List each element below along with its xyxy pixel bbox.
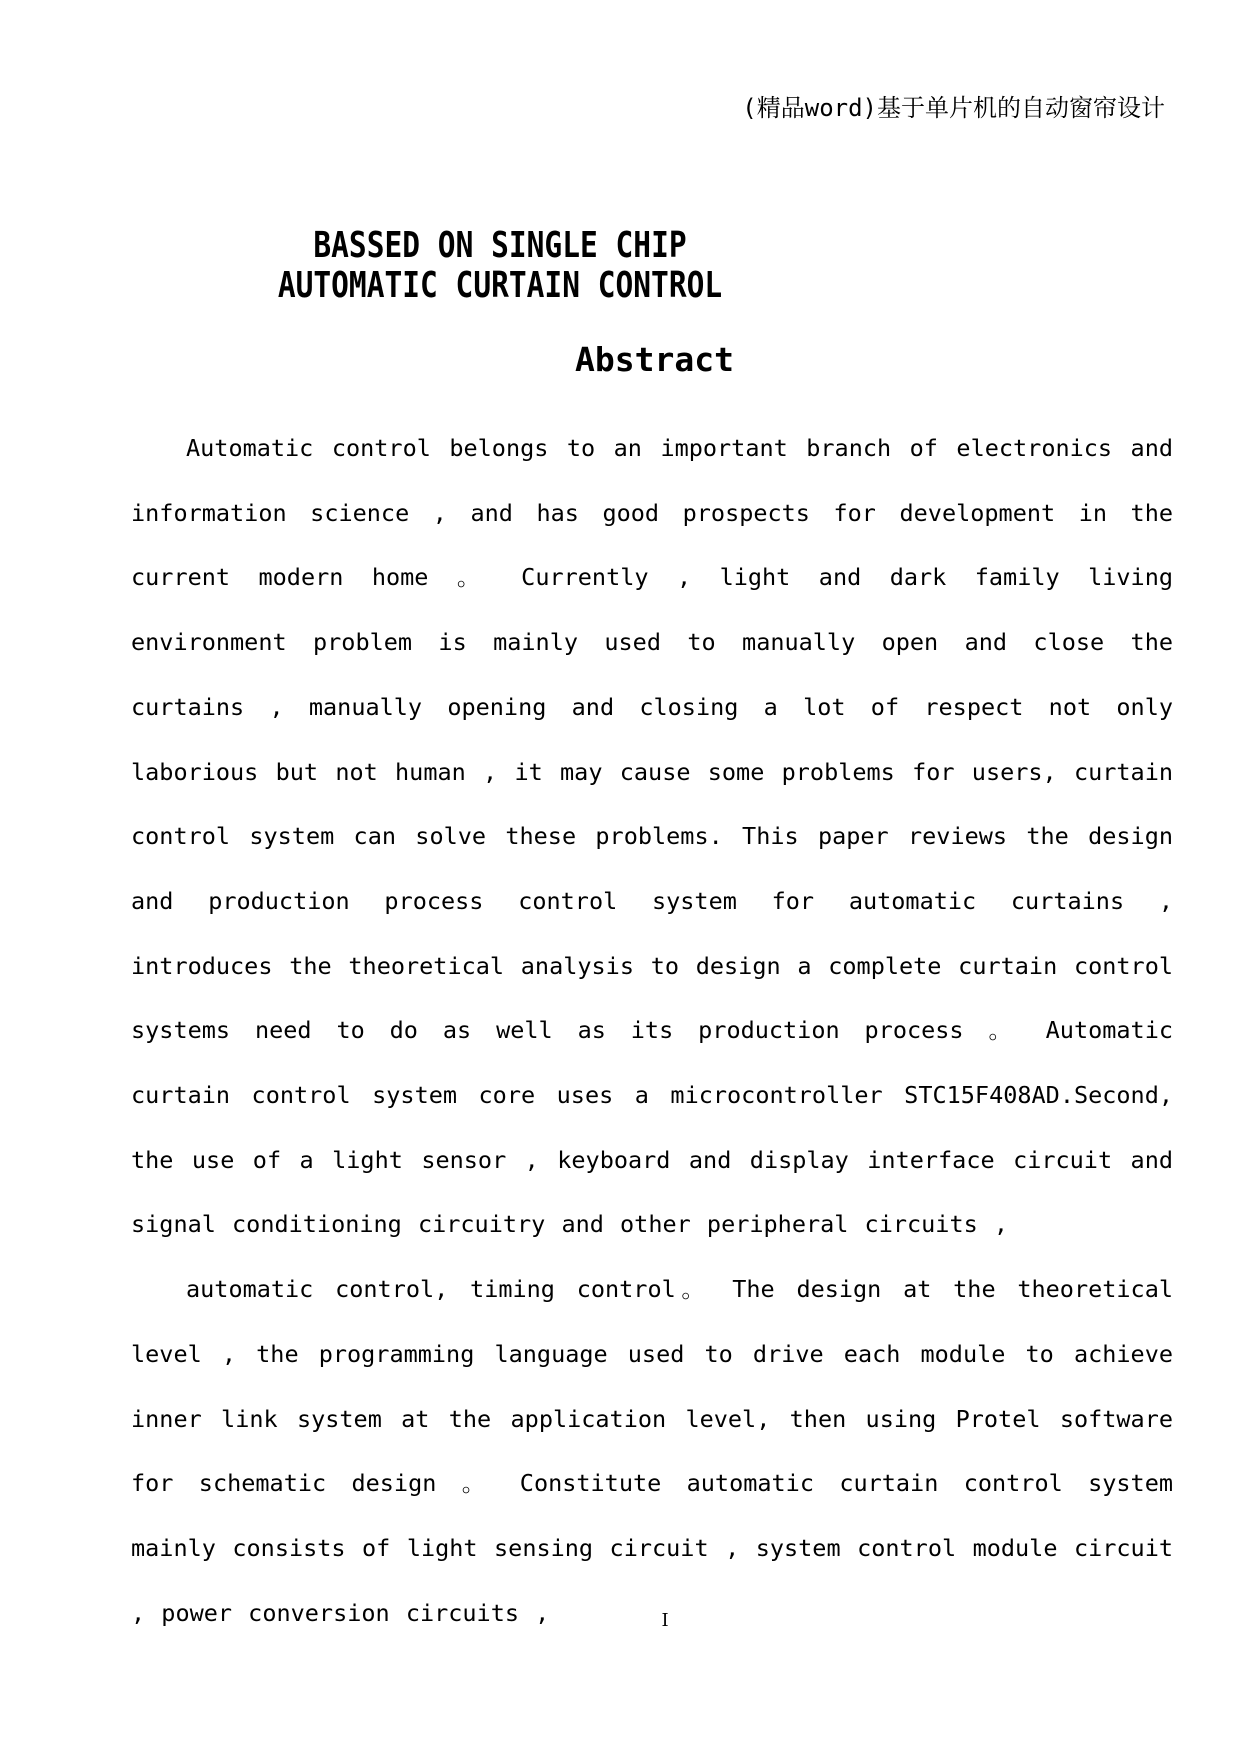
title-line-2: AUTOMATIC CURTAIN CONTROL (277, 265, 723, 306)
abstract-body (131, 416, 1173, 1645)
running-header: (精品word)基于单片机的自动窗帘设计 (742, 94, 1165, 122)
page-number: I (661, 1610, 669, 1631)
abstract-heading: Abstract (575, 340, 734, 379)
abstract-paragraph-2: automatic control, timing control。 The design at the theoretical level , the programming language used to drive each module to achieve inner link system at the application level, then using Protel software for schematic design 。 Constitute automatic curtain control system mainly consists of light sensing circuit , system control module circuit , power conversion circuits , (131, 1275, 1173, 1627)
paper-title (90, 226, 910, 306)
abstract-paragraph-1: Automatic control belongs to an important branch of electronics and information science , and has good prospects for development in the current modern home 。 Currently , light and dark family living environment problem is mainly used to manually open and close the curtains , manually opening and closing a lot of respect not only laborious but not human , it may cause some problems for users, curtain control system can solve these problems. This paper reviews the design and production process control system for automatic curtains , introduces the theoretical analysis to design a complete curtain control systems need to do as well as its production process 。 Automatic curtain control system core uses a microcontroller STC15F408AD.Second, the use of a light sensor , keyboard and display interface circuit and signal conditioning circuitry and other peripheral circuits , (131, 434, 1173, 1239)
title-line-1: BASSED ON SINGLE CHIP (313, 225, 687, 266)
